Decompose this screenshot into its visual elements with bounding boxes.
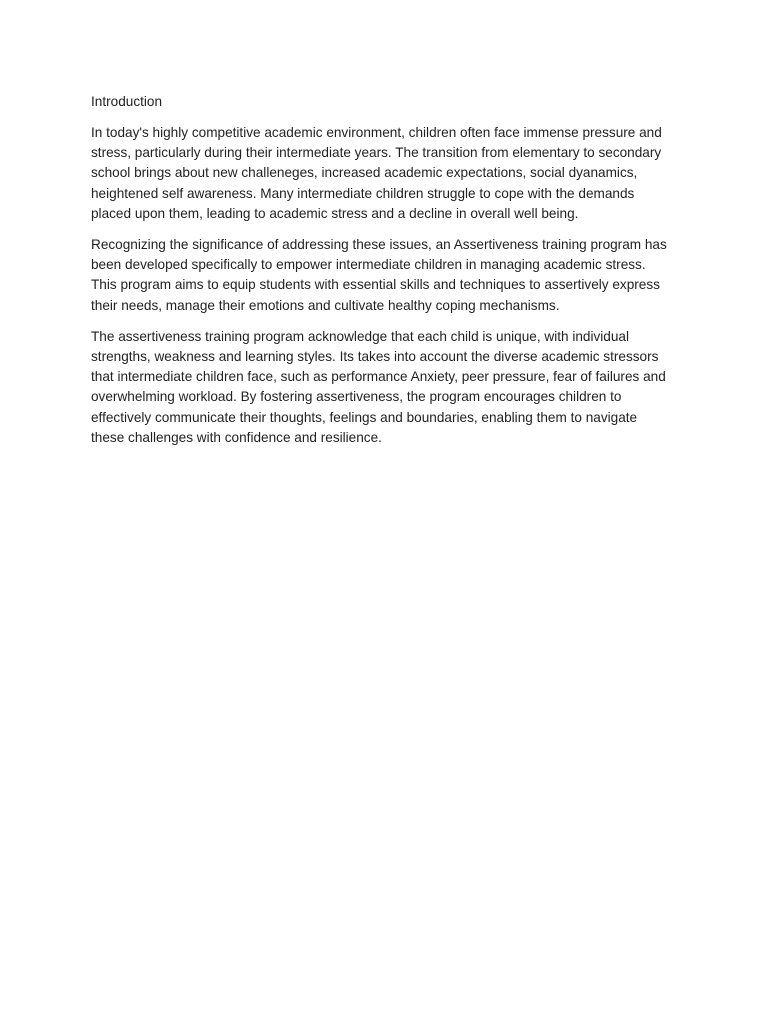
section-heading: Introduction — [91, 94, 163, 109]
paragraph-3: The assertiveness training program acknowledge that each child is unique, with individual strengths, weakness and learning styles. Its takes into account the diverse academic stressors that intermediate children face, such as performance Anxiety, peer pressure, fear of failures and overwhelming workload. By fostering assertiveness, the program encourages children to effectively communicate their thoughts, feelings and boundaries, enabling them to navigate these challenges with confidence and resilience. — [91, 328, 666, 445]
paragraph-2: Recognizing the significance of addressing these issues, an Assertiveness training program has been developed specifically to empower intermediate children in managing academic stress. This program aims to equip students with essential skills and techniques to assertively express their needs, manage their emotions and cultivate healthy coping mechanisms. — [91, 237, 667, 313]
document-body — [91, 92, 681, 459]
paragraph-1: In today's highly competitive academic environment, children often face immense pressure and stress, particularly during their intermediate years. The transition from elementary to secondary school brings about new challeneges, increased academic expectations, social dyanamics, heightened self awareness. Many intermediate children struggle to cope with the demands placed upon them, leading to academic stress and a decline in overall well being. — [91, 125, 662, 221]
